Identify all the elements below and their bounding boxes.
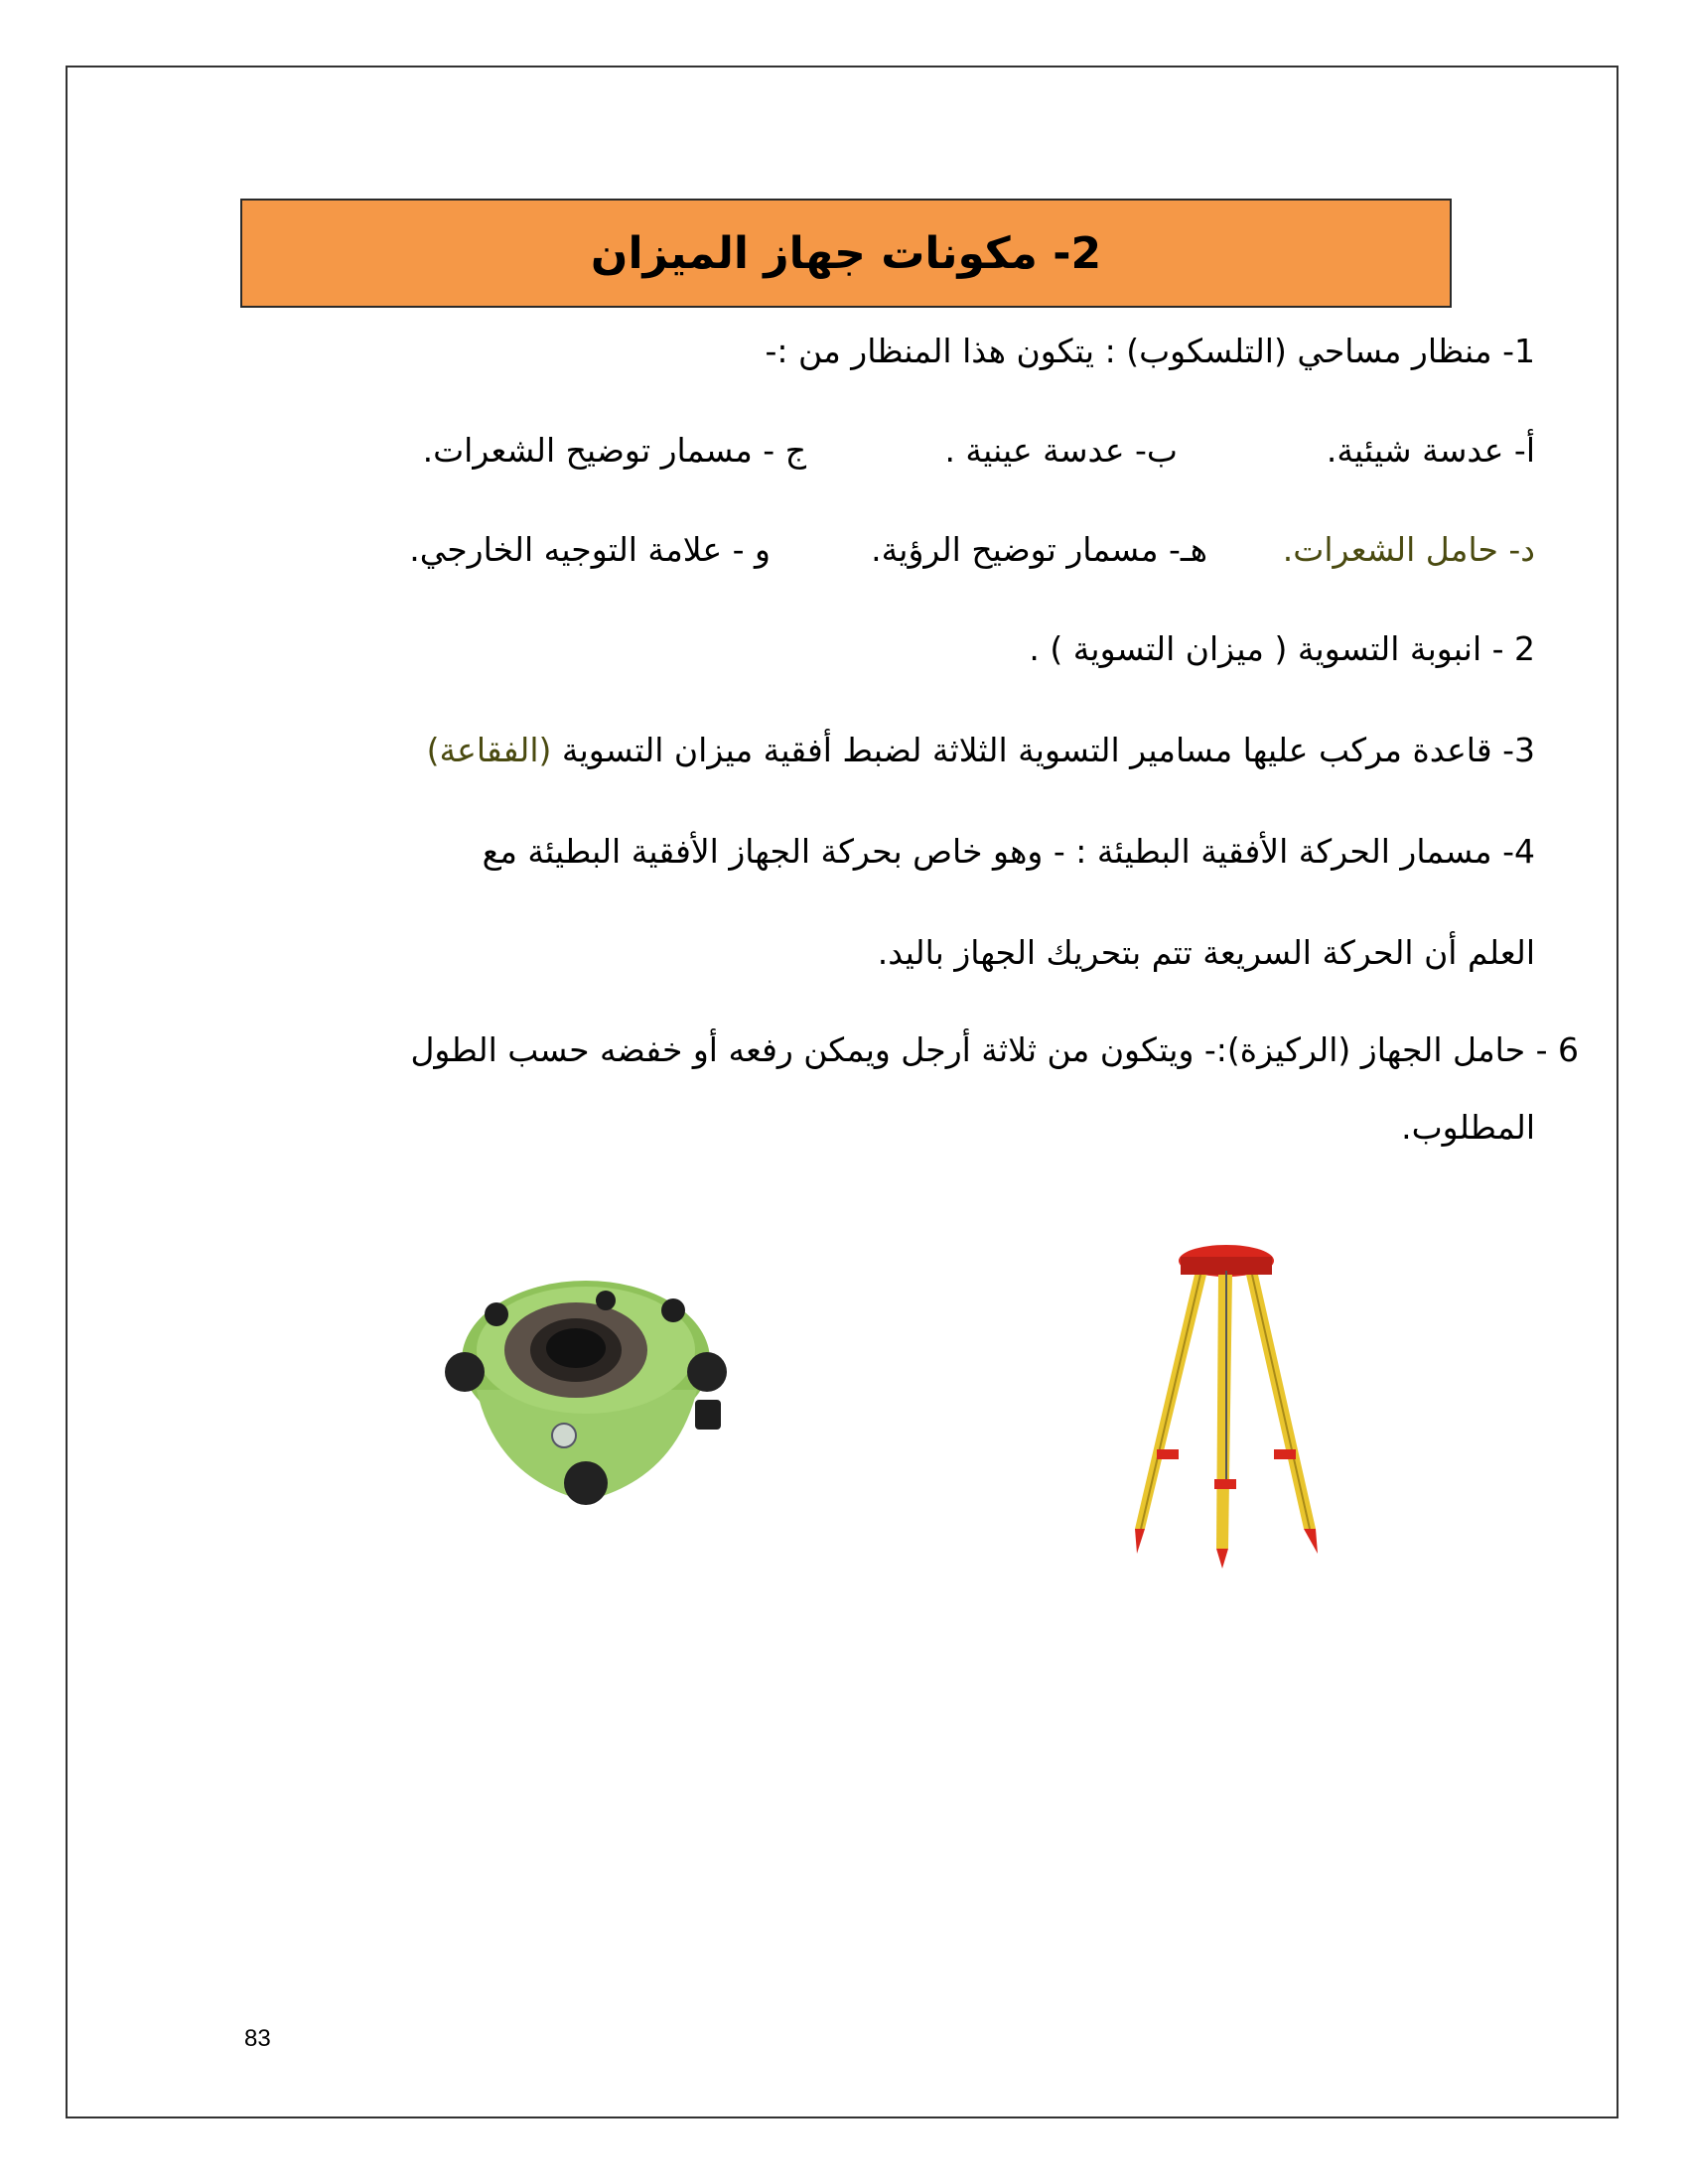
page-title: 2- مكونات جهاز الميزان bbox=[590, 227, 1102, 279]
telescope-parts-row-1 bbox=[145, 429, 1535, 473]
telescope-parts-row-2 bbox=[145, 528, 1535, 572]
item-slow-screw-line-2: العلم أن الحركة السريعة تتم بتحريك الجهاز باليد. bbox=[877, 933, 1535, 972]
bubble-term: (الفقاعة) bbox=[426, 731, 552, 769]
part-c: ج - مسمار توضيح الشعرات. bbox=[422, 431, 806, 470]
title-banner bbox=[240, 199, 1452, 308]
item-slow-screw-line-1: 4- مسمار الحركة الأفقية البطيئة : - وهو خاص بحركة الجهاز الأفقية البطيئة مع bbox=[482, 832, 1535, 871]
part-e: هـ- مسمار توضيح الرؤية. bbox=[871, 530, 1207, 569]
page-border bbox=[66, 66, 1618, 2118]
tribrach-image bbox=[437, 1241, 735, 1519]
item-telescope: 1- منظار مساحي (التلسكوب) : يتكون هذا المنظار من :- bbox=[765, 332, 1535, 370]
item-tripod-line-2: المطلوب. bbox=[1401, 1108, 1535, 1147]
part-a: أ- عدسة شيئية. bbox=[1326, 431, 1535, 470]
item-tripod-line-1: 6 - حامل الجهاز (الركيزة):- ويتكون من ثلاثة أرجل ويمكن رفعه أو خفضه حسب الطول bbox=[410, 1030, 1579, 1069]
item-level-tube: 2 - انبوبة التسوية ( ميزان التسوية ) . bbox=[1029, 629, 1535, 668]
page-number: 83 bbox=[244, 2025, 271, 2052]
part-f: و - علامة التوجيه الخارجي. bbox=[409, 530, 771, 569]
base-main-text: 3- قاعدة مركب عليها مسامير التسوية الثلاثة لضبط أفقية ميزان التسوية bbox=[561, 731, 1535, 769]
part-b: ب- عدسة عينية . bbox=[944, 431, 1178, 470]
part-d: د- حامل الشعرات. bbox=[1282, 530, 1535, 569]
tripod-image bbox=[1107, 1231, 1345, 1569]
item-base bbox=[427, 729, 1535, 772]
